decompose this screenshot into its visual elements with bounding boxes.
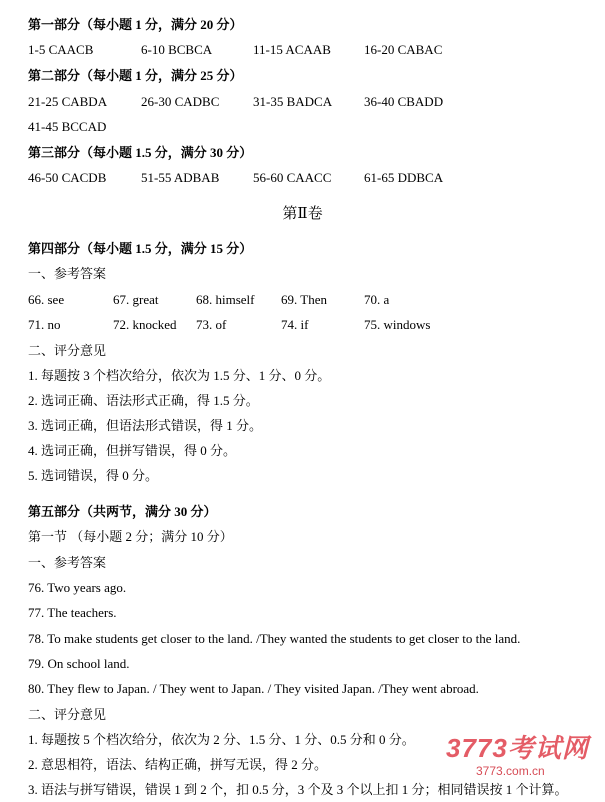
part5-answer: 78. To make students get closer to the land. /They wanted the students to get closer to the land. [28, 631, 521, 646]
part4-grading-item: 2. 选词正确、语法形式正确，得 1.5 分。 [28, 393, 259, 408]
part1-answer: 1-5 CAACB [28, 42, 94, 57]
part5-answer: 79. On school land. [28, 656, 130, 671]
part5-section1-heading: 第一节 （每小题 2 分；满分 10 分） [28, 529, 233, 544]
part4-answer: 66. see [28, 292, 65, 307]
watermark-url: 3773.com.cn [476, 764, 545, 778]
part2-answer: 36-40 CBADD [364, 94, 444, 109]
part4-answer: 67. great [113, 292, 159, 307]
part4-answer: 68. himself [196, 292, 255, 307]
part3-answer: 56-60 CAACC [253, 170, 332, 185]
part3-answer: 46-50 CACDB [28, 170, 107, 185]
part3-heading: 第三部分（每小题 1.5 分，满分 30 分） [28, 145, 253, 160]
part4-answer: 73. of [196, 317, 227, 332]
part5-answer: 77. The teachers. [28, 605, 117, 620]
part4-ref-label: 一、参考答案 [28, 266, 107, 281]
part4-grading-item: 1. 每题按 3 个档次给分，依次为 1.5 分、1 分、0 分。 [28, 368, 331, 383]
part5-heading: 第五部分（共两节，满分 30 分） [28, 504, 217, 519]
part2-answer: 21-25 CABDA [28, 94, 108, 109]
part1-answer: 16-20 CABAC [364, 42, 443, 57]
part3-answer: 61-65 DDBCA [364, 170, 444, 185]
part1-heading: 第一部分（每小题 1 分，满分 20 分） [28, 17, 243, 32]
part4-grading-label: 二、评分意见 [28, 343, 107, 358]
part4-heading: 第四部分（每小题 1.5 分，满分 15 分） [28, 241, 253, 256]
part5-grading-item: 3. 语法与拼写错误，错误 1 到 2 个，扣 0.5 分，3 个及 3 个以上扣 1 分；相同错误按 1 个计算。 [28, 782, 568, 797]
part5-grading-item: 1. 每题按 5 个档次给分，依次为 2 分、1.5 分、1 分、0.5 分和 0 分。 [28, 732, 415, 747]
part1-answer: 11-15 ACAAB [253, 42, 331, 57]
part4-answer: 69. Then [281, 292, 327, 307]
part5-ref-label: 一、参考答案 [28, 555, 107, 570]
part4-answer: 70. a [364, 292, 390, 307]
part5-grading-label: 二、评分意见 [28, 707, 107, 722]
part4-answer: 75. windows [364, 317, 431, 332]
part1-answer: 6-10 BCBCA [141, 42, 213, 57]
part4-grading-item: 4. 选词正确，但拼写错误，得 0 分。 [28, 443, 237, 458]
part4-answer: 71. no [28, 317, 61, 332]
part2-answer: 26-30 CADBC [141, 94, 220, 109]
part2-heading: 第二部分（每小题 1 分，满分 25 分） [28, 68, 243, 83]
part4-answer: 74. if [281, 317, 309, 332]
part4-answer: 72. knocked [113, 317, 177, 332]
part5-grading-item: 2. 意思相符，语法、结构正确，拼写无误，得 2 分。 [28, 757, 328, 772]
part2-answer: 31-35 BADCA [253, 94, 333, 109]
part4-grading-item: 5. 选词错误，得 0 分。 [28, 468, 159, 483]
part4-grading-item: 3. 选词正确，但语法形式错误，得 1 分。 [28, 418, 263, 433]
volume-title: 第Ⅱ卷 [282, 206, 323, 222]
part3-answer: 51-55 ADBAB [141, 170, 220, 185]
part2-answer: 41-45 BCCAD [28, 119, 107, 134]
part5-answer: 76. Two years ago. [28, 580, 127, 595]
watermark-logo: 3773考试网 [446, 733, 589, 763]
part5-answer: 80. They flew to Japan. / They went to Japan. / They visited Japan. /They went abroad. [28, 681, 479, 696]
